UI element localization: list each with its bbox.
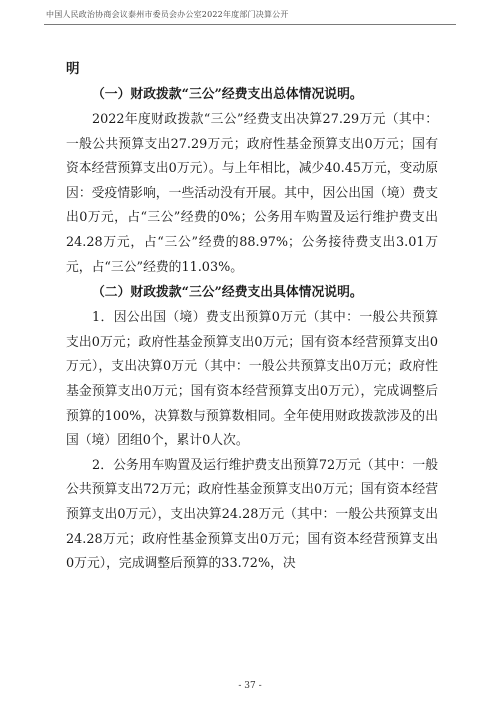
section-1-paragraph: 2022年度财政拨款“三公”经费支出决算27.29万元（其中：一般公共预算支出27.29万元；政府性基金预算支出0万元；国有资本经营预算支出0万元）。与上年相比，减少40.45万元，变动原因：受疫情影响，一些活动没有开展。其中，因公出国（境）费支出0万元，占“三公”经费的0%；公务用车购置及运行维护费支出24.28万元，占“三公”经费的88.97%；公务接待费支出3.01万元，占“三公”经费的11.03%。: [66, 112, 438, 275]
item-1-paragraph: 1．因公出国（境）费支出预算0万元（其中：一般公共预算支出0万元；政府性基金预算支出0万元；国有资本经营预算支出0万元），支出决算0万元（其中：一般公共预算支出0万元；政府性基金预算支出0万元；国有资本经营预算支出0万元），完成调整后预算的100%，决算数与预算数相同。全年使用财政拨款涉及的出国（境）团组0个，累计0人次。: [66, 310, 438, 449]
section-2-heading: （二）财政拨款“三公”经费支出具体情况说明。: [92, 285, 363, 301]
carryover-heading: 明: [66, 61, 80, 77]
header-divider: [44, 24, 456, 25]
item-2-paragraph: 2．公务用车购置及运行维护费支出预算72万元（其中：一般公共预算支出72万元；政府性基金预算支出0万元；国有资本经营预算支出0万元），支出决算24.28万元（其中：一般公共预算支出24.28万元；政府性基金预算支出0万元；国有资本经营预算支出0万元），完成调整后预算的33.72%，决: [66, 457, 438, 572]
page-number: - 37 -: [238, 681, 262, 691]
running-header: 中国人民政治协商会议泰州市委员会办公室2022年度部门决算公开: [46, 10, 289, 19]
section-1-heading: （一）财政拨款“三公”经费支出总体情况说明。: [92, 87, 363, 102]
document-body: [66, 56, 438, 577]
